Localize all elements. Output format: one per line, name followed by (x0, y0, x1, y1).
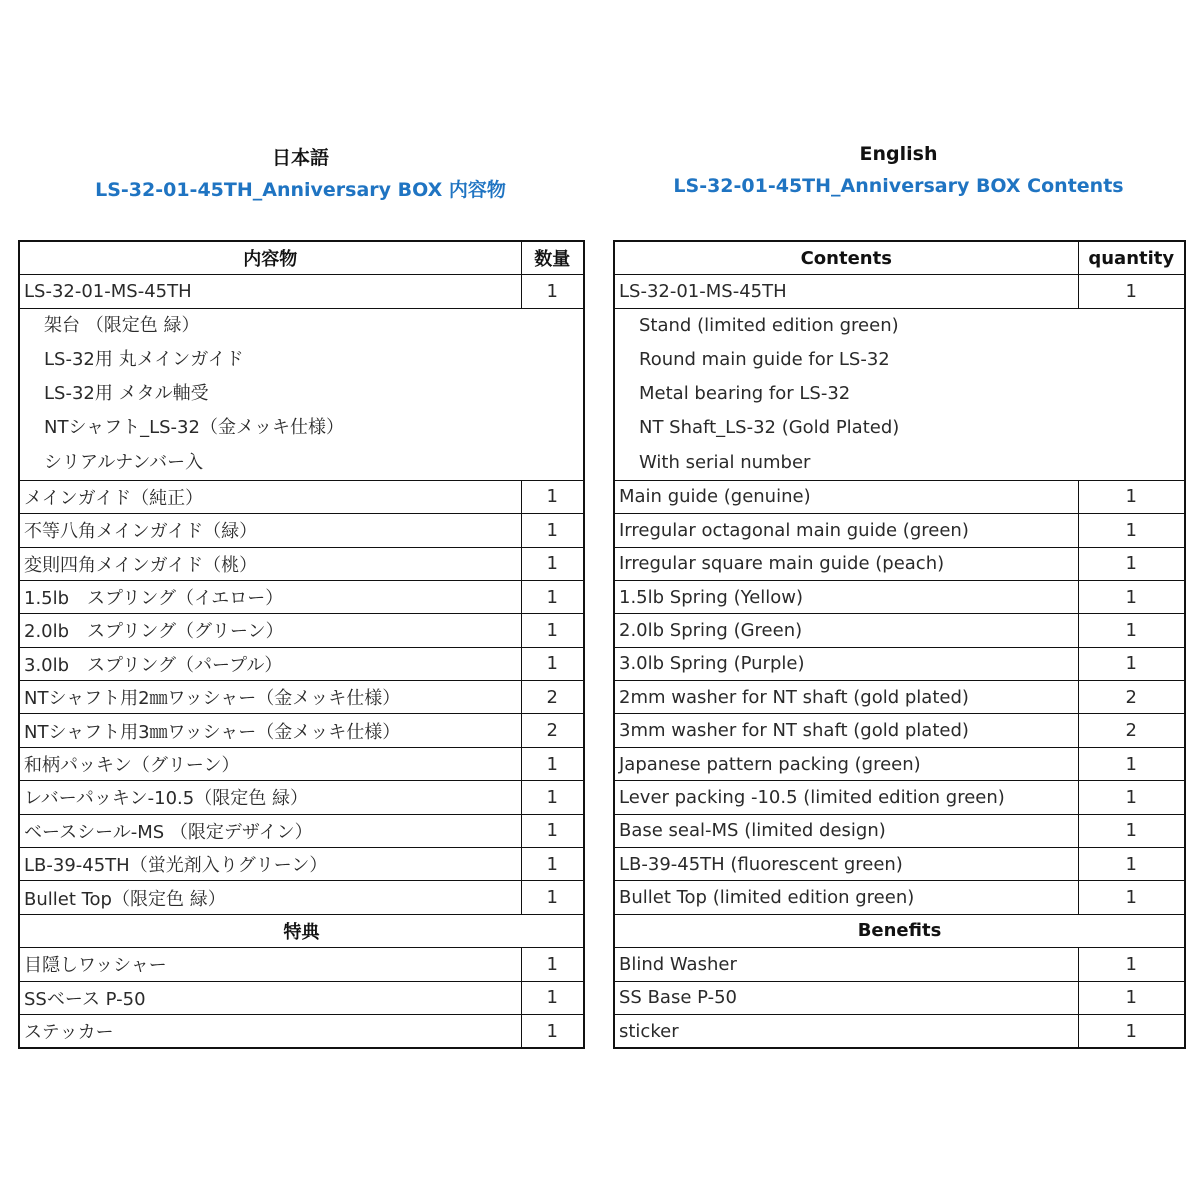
table-row (19, 781, 584, 814)
sub-item: Metal bearing for LS-32 (639, 383, 851, 405)
item-quantity: 2 (1078, 714, 1185, 747)
table-row (614, 547, 1185, 580)
item-name: 不等八角メインガイド（緑） (19, 514, 521, 547)
table-row (614, 881, 1185, 914)
sub-item: LS-32用 丸メインガイド (44, 348, 244, 370)
sub-items-cell (614, 308, 1185, 480)
item-quantity: 1 (521, 480, 584, 513)
item-quantity: 1 (1078, 848, 1185, 881)
item-name: 3mm washer for NT shaft (gold plated) (614, 714, 1078, 747)
sub-item: Stand (limited edition green) (639, 314, 899, 336)
table-row (614, 747, 1185, 780)
table-row (19, 881, 584, 914)
table-row (19, 714, 584, 747)
item-name: 2.0lb Spring (Green) (614, 614, 1078, 647)
item-quantity: 1 (1078, 514, 1185, 547)
item-name: SS Base P-50 (614, 981, 1078, 1014)
item-name: Base seal-MS (limited design) (614, 814, 1078, 847)
contents-header: Contents (614, 241, 1078, 275)
item-name: 3.0lb スプリング（パープル） (19, 647, 521, 680)
item-name: Bullet Top (limited edition green) (614, 881, 1078, 914)
item-name: Lever packing -10.5 (limited edition green) (614, 781, 1078, 814)
benefits-header-row (614, 914, 1185, 947)
item-quantity: 1 (521, 881, 584, 914)
item-name: 2mm washer for NT shaft (gold plated) (614, 681, 1078, 714)
sub-item: シリアルナンバー入 (44, 451, 204, 473)
item-quantity: 1 (521, 580, 584, 613)
benefits-header: Benefits (614, 914, 1185, 947)
table-header-row (19, 241, 584, 275)
item-quantity: 1 (521, 614, 584, 647)
item-name: SSベース P-50 (19, 981, 521, 1014)
quantity-header: quantity (1078, 241, 1185, 275)
item-quantity: 1 (1078, 981, 1185, 1014)
item-quantity: 1 (521, 547, 584, 580)
item-name: NTシャフト用2㎜ワッシャー（金メッキ仕様） (19, 681, 521, 714)
benefits-header: 特典 (19, 914, 584, 947)
item-name: 変則四角メインガイド（桃） (19, 547, 521, 580)
item-quantity: 1 (521, 981, 584, 1014)
contents-table (18, 240, 585, 1049)
item-quantity: 1 (1078, 1014, 1185, 1048)
benefit-row (19, 981, 584, 1014)
sub-item: With serial number (639, 451, 811, 473)
sub-items-row (614, 308, 1185, 480)
box-title: LS-32-01-45TH_Anniversary BOX 内容物 (95, 179, 506, 201)
table-row (614, 681, 1185, 714)
item-name: 1.5lb スプリング（イエロー） (19, 580, 521, 613)
table-row (614, 814, 1185, 847)
item-quantity: 1 (1078, 275, 1185, 308)
item-name: メインガイド（純正） (19, 480, 521, 513)
item-name: Bullet Top（限定色 緑） (19, 881, 521, 914)
item-name: Blind Washer (614, 948, 1078, 981)
item-name: Main guide (genuine) (614, 480, 1078, 513)
item-quantity: 2 (521, 681, 584, 714)
language-label: 日本語 (271, 147, 329, 169)
item-quantity: 1 (1078, 547, 1185, 580)
table-header-row (614, 241, 1185, 275)
item-quantity: 2 (521, 714, 584, 747)
item-quantity: 1 (521, 948, 584, 981)
table-row (614, 614, 1185, 647)
sub-item: LS-32用 メタル軸受 (44, 383, 209, 405)
item-name: sticker (614, 1014, 1078, 1048)
table-row (614, 580, 1185, 613)
sub-items-row (19, 308, 584, 480)
item-quantity: 1 (1078, 814, 1185, 847)
benefit-row (19, 948, 584, 981)
table-row (614, 647, 1185, 680)
benefit-row (614, 1014, 1185, 1048)
item-name: レバーパッキン-10.5（限定色 緑） (19, 781, 521, 814)
benefit-row (614, 981, 1185, 1014)
item-name: 1.5lb Spring (Yellow) (614, 580, 1078, 613)
item-quantity: 1 (521, 647, 584, 680)
table-row (19, 848, 584, 881)
benefit-row (19, 1014, 584, 1048)
item-quantity: 1 (1078, 614, 1185, 647)
item-name: Irregular octagonal main guide (green) (614, 514, 1078, 547)
main-item-row (614, 275, 1185, 308)
item-name: 目隠しワッシャー (19, 948, 521, 981)
item-quantity: 1 (1078, 480, 1185, 513)
item-quantity: 1 (1078, 948, 1185, 981)
item-name: LS-32-01-MS-45TH (614, 275, 1078, 308)
item-quantity: 1 (1078, 647, 1185, 680)
item-name: 3.0lb Spring (Purple) (614, 647, 1078, 680)
item-quantity: 1 (521, 514, 584, 547)
table-row (19, 480, 584, 513)
benefit-row (614, 948, 1185, 981)
table-row (19, 514, 584, 547)
sub-item: NT Shaft_LS-32 (Gold Plated) (639, 417, 900, 439)
table-row (19, 614, 584, 647)
item-quantity: 1 (521, 747, 584, 780)
table-row (614, 480, 1185, 513)
sub-items-cell (19, 308, 584, 480)
item-quantity: 1 (521, 848, 584, 881)
sub-item: NTシャフト_LS-32（金メッキ仕様） (44, 417, 344, 439)
item-name: LS-32-01-MS-45TH (19, 275, 521, 308)
table-row (614, 848, 1185, 881)
item-quantity: 1 (521, 814, 584, 847)
item-quantity: 1 (1078, 580, 1185, 613)
item-quantity: 1 (521, 275, 584, 308)
item-quantity: 1 (521, 781, 584, 814)
item-name: LB-39-45TH（蛍光剤入りグリーン） (19, 848, 521, 881)
item-quantity: 1 (521, 1014, 584, 1048)
benefits-header-row (19, 914, 584, 947)
item-name: ステッカー (19, 1014, 521, 1048)
contents-header: 内容物 (19, 241, 521, 275)
table-row (19, 647, 584, 680)
table-row (19, 580, 584, 613)
item-name: NTシャフト用3㎜ワッシャー（金メッキ仕様） (19, 714, 521, 747)
item-name: LB-39-45TH (fluorescent green) (614, 848, 1078, 881)
item-name: Japanese pattern packing (green) (614, 747, 1078, 780)
table-row (19, 547, 584, 580)
item-quantity: 1 (1078, 881, 1185, 914)
item-name: Irregular square main guide (peach) (614, 547, 1078, 580)
item-quantity: 2 (1078, 681, 1185, 714)
table-row (614, 714, 1185, 747)
quantity-header: 数量 (521, 241, 584, 275)
table-row (19, 747, 584, 780)
item-name: ベースシール-MS （限定デザイン） (19, 814, 521, 847)
box-title: LS-32-01-45TH_Anniversary BOX Contents (673, 175, 1124, 197)
table-row (19, 814, 584, 847)
item-name: 和柄パッキン（グリーン） (19, 747, 521, 780)
sub-item: Round main guide for LS-32 (639, 348, 890, 370)
item-quantity: 1 (1078, 781, 1185, 814)
item-name: 2.0lb スプリング（グリーン） (19, 614, 521, 647)
main-item-row (19, 275, 584, 308)
language-label: English (859, 143, 938, 165)
table-row (614, 514, 1185, 547)
table-row (614, 781, 1185, 814)
sub-item: 架台 （限定色 緑） (44, 314, 200, 336)
table-row (19, 681, 584, 714)
contents-table (613, 240, 1186, 1049)
item-quantity: 1 (1078, 747, 1185, 780)
